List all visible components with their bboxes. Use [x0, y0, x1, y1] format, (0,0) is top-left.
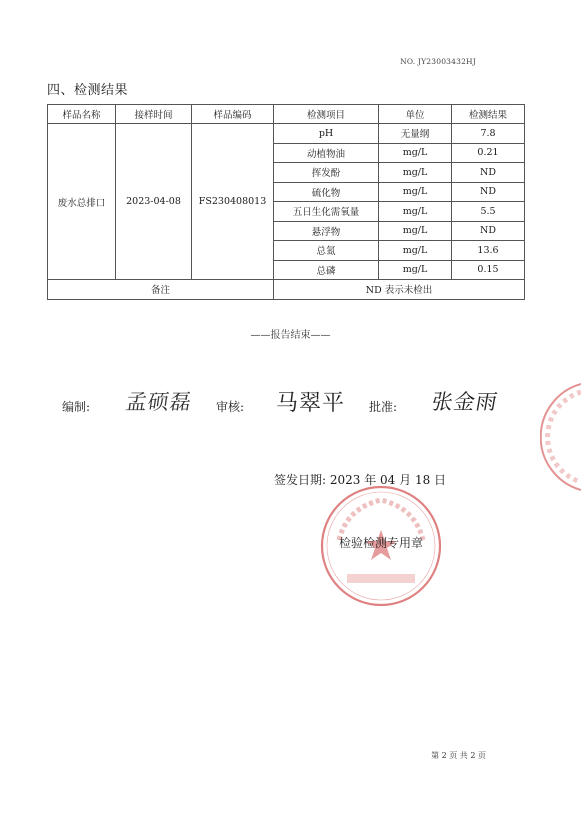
remark-text: ND 表示未检出 [274, 280, 525, 300]
seal-label: 检验检测专用章 [339, 536, 424, 550]
test-item-cell: pH [274, 124, 379, 144]
remark-row [48, 280, 525, 300]
report-number: NO. JY23003432HJ [400, 57, 476, 66]
section-title: 四、检测结果 [47, 83, 129, 98]
result-cell: 13.6 [452, 241, 525, 261]
compile-label: 编制: [62, 400, 91, 414]
review-signature: 马翠平 [276, 391, 346, 416]
column-header: 接样时间 [116, 105, 192, 124]
result-cell: ND [452, 182, 525, 202]
unit-cell: mg/L [379, 163, 452, 183]
test-item-cell: 硫化物 [274, 182, 379, 202]
unit-cell: mg/L [379, 241, 452, 261]
unit-cell: mg/L [379, 260, 452, 280]
result-cell: 5.5 [452, 202, 525, 222]
column-header: 样品编码 [192, 105, 274, 124]
test-item-cell: 五日生化需氧量 [274, 202, 379, 222]
test-item-cell: 悬浮物 [274, 221, 379, 241]
sample-code-cell: FS230408013 [192, 124, 274, 280]
unit-cell: mg/L [379, 143, 452, 163]
result-cell: 0.21 [452, 143, 525, 163]
result-cell: ND [452, 163, 525, 183]
seam-seal-stamp [540, 382, 581, 492]
column-header: 样品名称 [48, 105, 116, 124]
sample-date-cell: 2023-04-08 [116, 124, 192, 280]
issue-date-label: 签发日期: [274, 473, 327, 487]
compile-signature: 孟硕磊 [124, 390, 194, 414]
issue-date-value: 2023 年 04 月 18 日 [329, 473, 447, 487]
column-header: 检测结果 [452, 105, 525, 124]
unit-cell: mg/L [379, 202, 452, 222]
column-header: 检测项目 [274, 105, 379, 124]
page-number: 第 2 页 共 2 页 [431, 751, 486, 760]
unit-cell: 无量纲 [379, 124, 452, 144]
approve-label: 批准: [369, 400, 398, 414]
result-cell: ND [452, 221, 525, 241]
remark-label: 备注 [48, 280, 274, 300]
test-item-cell: 总氮 [274, 241, 379, 261]
sample-name-cell: 废水总排口 [48, 124, 116, 280]
table-row [48, 124, 525, 144]
table-header-row [48, 105, 525, 124]
unit-cell: mg/L [379, 221, 452, 241]
report-end-text: ——报告结束—— [250, 330, 331, 341]
test-item-cell: 挥发酚 [274, 163, 379, 183]
test-item-cell: 总磷 [274, 260, 379, 280]
column-header: 单位 [379, 105, 452, 124]
test-item-cell: 动植物油 [274, 143, 379, 163]
result-cell: 0.15 [452, 260, 525, 280]
approve-signature: 张金雨 [429, 390, 500, 414]
results-table [47, 104, 525, 300]
result-cell: 7.8 [452, 124, 525, 144]
unit-cell: mg/L [379, 182, 452, 202]
review-label: 审核: [216, 400, 245, 414]
